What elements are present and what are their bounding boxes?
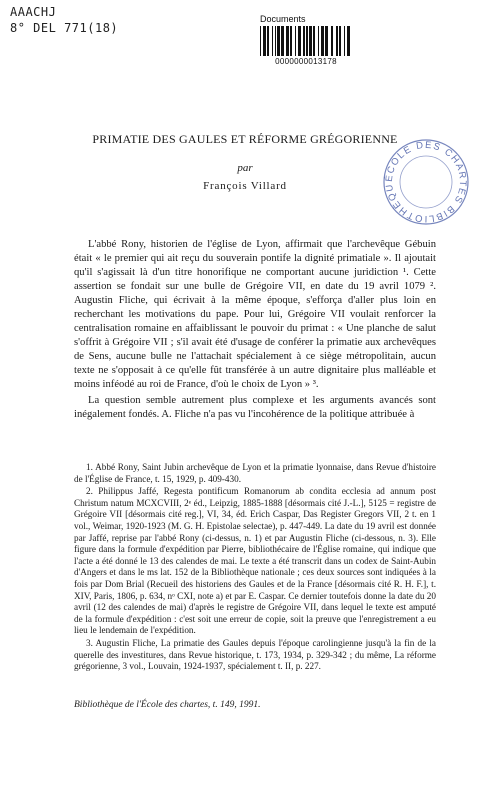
journal-footer: Bibliothèque de l'École des chartes, t. 149, 1991. xyxy=(74,700,261,710)
barcode-bar xyxy=(309,26,312,56)
article-title: PRIMATIE DES GAULES ET RÉFORME GRÉGORIENNE xyxy=(92,132,398,146)
barcode-bar xyxy=(295,26,296,56)
footnotes xyxy=(74,462,436,674)
barcode-bar xyxy=(281,26,284,56)
barcode-bar xyxy=(267,26,269,56)
barcode-bar xyxy=(321,26,324,56)
shelfmark-line-2: 8° DEL 771(18) xyxy=(10,21,119,35)
barcode-bar xyxy=(303,26,305,56)
barcode-bar xyxy=(290,26,292,56)
sticker-label: Documents xyxy=(260,14,306,24)
barcode-bar xyxy=(336,26,338,56)
barcode-bar xyxy=(306,26,308,56)
barcode-bar xyxy=(318,26,319,56)
barcode-sticker xyxy=(258,14,354,66)
handwritten-shelfmark xyxy=(10,4,118,36)
footnote: 3. Augustin Fliche, La primatie des Gaules depuis l'époque carolingienne jusqu'à la fin de la querelle des investitures, dans Revue historique, t. 173, 1934, p. 329-342 ; du même, La réforme grégorienne, 3 vol., Louvain, 1924-1937, spécialement t. II, p. 227. xyxy=(74,637,436,672)
body-text xyxy=(74,238,436,422)
barcode-bar xyxy=(275,26,276,56)
barcode-bar xyxy=(298,26,301,56)
footnote: 1. Abbé Rony, Saint Jubin archevêque de Lyon et la primatie lyonnaise, dans Revue d'histoire de l'Église de France, t. 15, 1929, p. 409-430. xyxy=(74,462,436,484)
barcode-bar xyxy=(286,26,289,56)
barcode-bar xyxy=(313,26,315,56)
barcode-bar xyxy=(325,26,328,56)
barcode-bar xyxy=(260,26,261,56)
body-paragraph: La question semble autrement plus complexe et les arguments avancés sont inégalement fondés. A. Fliche n'a pas vu l'incohérence de la politique attribuée à xyxy=(74,395,436,420)
barcode-bar xyxy=(263,26,266,56)
barcode-bar xyxy=(344,26,345,56)
article-byline: par xyxy=(237,162,253,174)
barcode-bar xyxy=(347,26,350,56)
shelfmark-line-1: AAACHJ xyxy=(10,5,57,19)
footnote: 2. Philippus Jaffé, Regesta pontificum Romanorum ab condita ecclesia ad annum post Christum natum MCXCVIII, 2ᵉ éd., Leipzig, 1885-1888 [désormais cité J.-L.], 5125 = registre de Grégoire VII [désormais cité reg.], VI, 34, éd. Erich Caspar, Das Register Gregors VII, 2 t. en 1 vol., Weimar, 1920-1923 (M. G. H. Epistolae selectae), p. 447-449. La date du 19 avril est donnée par Jaffé, reprise par l'abbé Rony (ci-dessus, n. 1) et par Augustin Fliche (ci-dessous, n. 3). Elle figure dans la formule d'expédition par Pierre, bibliothécaire de l'Église romaine, qui indique que l'acte a été donné le 13 des calendes de mai. Le texte a été transcrit dans un codex de Saint-Aubin d'Angers et dans le ms lat. 152 de la Bibliothèque nationale ; ces deux sources sont indiquées à la fois par Dom Brial (Recueil des historiens des Gaules et de la France [désormais cité R. H. F.], t. XIV, Paris, 1806, p. 634, nᵒ CXI, note a) et par E. Caspar. Ce dernier toutefois donne la date du 20 avril (12 des calendes de mai) d'après le registre de Grégoire VII, dans lequel le texte est amputé de la formule d'expédition : c'est soit une erreur de copie, soit la preuve que l'enregistrement a eu lieu le lendemain de l'expédition. xyxy=(74,486,436,636)
barcode-bar xyxy=(277,26,280,56)
barcode-bar xyxy=(272,26,273,56)
stamp-text: ÉCOLE DES CHARTES BIBLIOTHÈQU xyxy=(383,139,469,225)
barcode-bar xyxy=(339,26,341,56)
barcode-bar xyxy=(331,26,333,56)
barcode-number: 0000000013178 xyxy=(275,57,337,66)
body-paragraph: L'abbé Rony, historien de l'église de Lyon, affirmait que l'archevêque Gébuin était « le premier qui ait reçu du souverain pontife la dignité primatiale ». Il ajoutait qu'il s'agissait là d'un titre honorifique ne comportant aucune juridiction ¹. Cette assertion se fondait sur une bulle de Grégoire VII, en date du 19 avril 1079 ². Augustin Fliche, qui écrivait à la même époque, s'efforça d'aller plus loin en recherchant les motivations du pape. Pour lui, Grégoire VII voulait renforcer la centralisation romaine en affaiblissant le pouvoir du primat : « Une planche de salut s'offrit à Grégoire VII ; s'il avait été d'usage de conférer la primatie aux archevêques de Sens, aucune bulle ne l'attachait spécialement à ce siège métropolitain, aucun texte ne s'opposait à ce qu'elle fût transférée à un autre dignitaire plus malléable et moins inféodé au roi de France, d'où le choix de Lyon » ³. xyxy=(74,239,436,390)
barcode-icon xyxy=(258,26,354,56)
article-author: François Villard xyxy=(203,180,287,192)
